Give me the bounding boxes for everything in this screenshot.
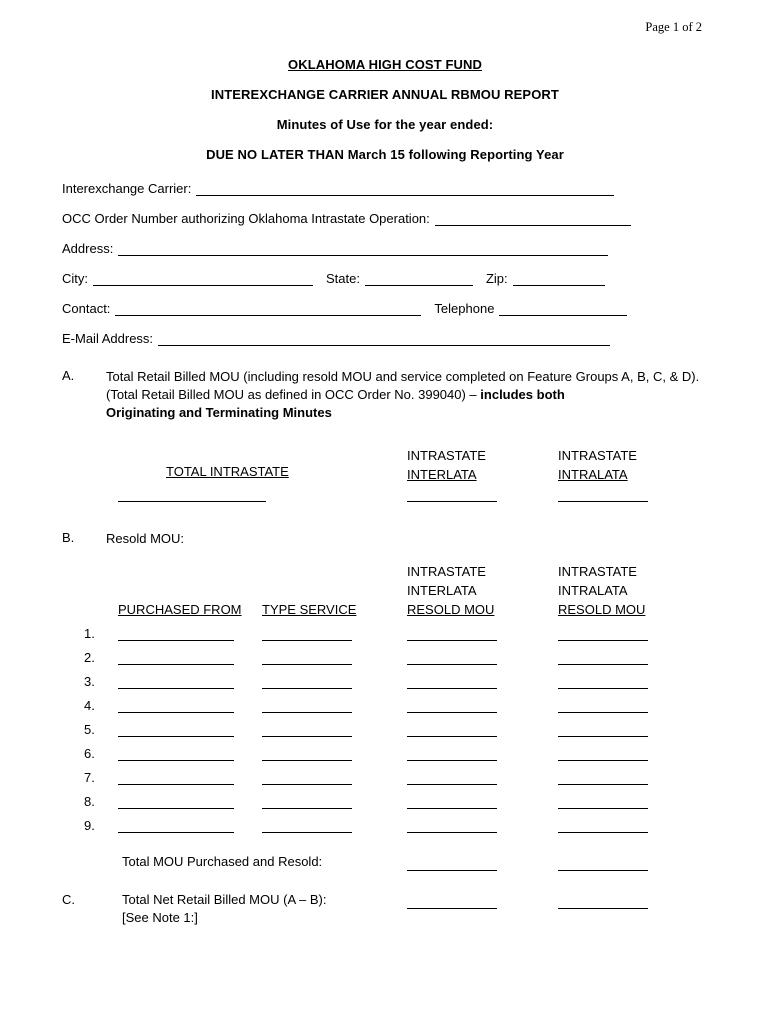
row-purchased-from-input[interactable]: [118, 688, 234, 689]
row-purchased-from-input[interactable]: [118, 808, 234, 809]
table-row: [62, 696, 708, 720]
col-header-interlata-line1: INTRASTATE: [407, 448, 486, 463]
section-a-text-bold2: Originating and Terminating Minutes: [106, 405, 332, 420]
interlata-resold-line2: INTERLATA: [407, 583, 477, 598]
row-intralata-input[interactable]: [558, 640, 648, 641]
row-purchased-from-input[interactable]: [118, 640, 234, 641]
row-intralata-input[interactable]: [558, 784, 648, 785]
row-interlata-input[interactable]: [407, 712, 497, 713]
document-titles: [62, 57, 708, 162]
section-b-letter: B.: [62, 530, 75, 545]
table-row: [62, 768, 708, 792]
intralata-resold-line2: INTRALATA: [558, 583, 628, 598]
col-header-intralata-line1: INTRASTATE: [558, 448, 637, 463]
contact-input[interactable]: [115, 302, 421, 316]
occ-order-label: OCC Order Number authorizing Oklahoma Intrastate Operation:: [62, 211, 430, 226]
row-purchased-from-input[interactable]: [118, 832, 234, 833]
total-interlata-input[interactable]: [407, 870, 497, 871]
table-row: [62, 624, 708, 648]
title-line-2: INTEREXCHANGE CARRIER ANNUAL RBMOU REPORT: [211, 87, 559, 102]
field-row-occ-order: [62, 212, 708, 226]
row-interlata-input[interactable]: [407, 808, 497, 809]
state-input[interactable]: [365, 272, 473, 286]
col-header-intrastate-interlata: [407, 446, 486, 484]
row-interlata-input[interactable]: [407, 784, 497, 785]
section-a-answer-row: [62, 492, 708, 518]
section-a-letter: A.: [62, 368, 75, 383]
section-c-interlata-input[interactable]: [407, 908, 497, 909]
row-purchased-from-input[interactable]: [118, 784, 234, 785]
table-row: [62, 648, 708, 672]
interlata-resold-line1: INTRASTATE: [407, 564, 486, 579]
section-c: [62, 892, 708, 938]
carrier-input[interactable]: [196, 182, 614, 196]
row-type-service-input[interactable]: [262, 712, 352, 713]
section-c-letter: C.: [62, 892, 75, 907]
row-type-service-input[interactable]: [262, 784, 352, 785]
row-intralata-input[interactable]: [558, 808, 648, 809]
occ-order-input[interactable]: [435, 212, 631, 226]
city-label: City:: [62, 271, 88, 286]
section-b-total-row: [62, 854, 708, 884]
section-b-rows: [62, 624, 708, 840]
row-interlata-input[interactable]: [407, 640, 497, 641]
email-label: E-Mail Address:: [62, 331, 154, 346]
intralata-resold-line1: INTRASTATE: [558, 564, 637, 579]
row-type-service-input[interactable]: [262, 760, 352, 761]
row-purchased-from-input[interactable]: [118, 712, 234, 713]
row-type-service-input[interactable]: [262, 808, 352, 809]
row-number: 1.: [84, 626, 95, 641]
row-number: 6.: [84, 746, 95, 761]
field-row-email: [62, 332, 708, 346]
carrier-label: Interexchange Carrier:: [62, 181, 192, 196]
section-a-text-part1: Total Retail Billed MOU (including resold MOU and service completed on Feature Groups A, B, C, & D). (Total Retail Billed MOU as defined in OCC Order No. 399040) –: [106, 369, 700, 402]
table-row: [62, 792, 708, 816]
row-number: 7.: [84, 770, 95, 785]
interlata-resold-line3: RESOLD MOU: [407, 602, 495, 617]
row-purchased-from-input[interactable]: [118, 664, 234, 665]
row-interlata-input[interactable]: [407, 832, 497, 833]
contact-label: Contact:: [62, 301, 111, 316]
section-c-line1: Total Net Retail Billed MOU (A – B):: [122, 892, 327, 907]
title-line-1: OKLAHOMA HIGH COST FUND: [288, 57, 482, 72]
row-interlata-input[interactable]: [407, 664, 497, 665]
total-intralata-input[interactable]: [558, 870, 648, 871]
row-intralata-input[interactable]: [558, 736, 648, 737]
zip-label: Zip:: [485, 271, 508, 286]
section-a-text: [106, 368, 708, 422]
telephone-input[interactable]: [499, 302, 627, 316]
row-number: 8.: [84, 794, 95, 809]
city-input[interactable]: [93, 272, 313, 286]
email-input[interactable]: [158, 332, 610, 346]
col-header-interlata-resold: [407, 562, 494, 619]
title-line-4: DUE NO LATER THAN March 15 following Reporting Year: [206, 147, 564, 162]
table-row: [62, 672, 708, 696]
col-header-intralata-resold: [558, 562, 645, 619]
col-header-intrastate-intralata: [558, 446, 637, 484]
row-interlata-input[interactable]: [407, 760, 497, 761]
intralata-resold-line3: RESOLD MOU: [558, 602, 646, 617]
row-intralata-input[interactable]: [558, 832, 648, 833]
col-header-total-intrastate: TOTAL INTRASTATE: [166, 464, 289, 479]
row-type-service-input[interactable]: [262, 832, 352, 833]
row-number: 4.: [84, 698, 95, 713]
row-intralata-input[interactable]: [558, 760, 648, 761]
section-c-line2: [See Note 1:]: [122, 910, 198, 925]
row-number: 2.: [84, 650, 95, 665]
field-row-address: [62, 242, 708, 256]
address-label: Address:: [62, 241, 114, 256]
row-interlata-input[interactable]: [407, 688, 497, 689]
section-b-table-headers: [62, 562, 708, 622]
zip-input[interactable]: [513, 272, 605, 286]
telephone-label: Telephone: [434, 301, 495, 316]
row-intralata-input[interactable]: [558, 688, 648, 689]
row-type-service-input[interactable]: [262, 664, 352, 665]
col-header-purchased-from: PURCHASED FROM: [118, 602, 242, 617]
row-purchased-from-input[interactable]: [118, 736, 234, 737]
section-a: [62, 368, 708, 518]
section-b-title: Resold MOU:: [106, 531, 185, 546]
col-header-type-service: TYPE SERVICE: [262, 602, 357, 617]
table-row: [62, 816, 708, 840]
page-number: Page 1 of 2: [645, 20, 702, 34]
field-row-carrier: [62, 182, 708, 196]
col-header-interlata-line2: INTERLATA: [407, 467, 477, 482]
row-number: 3.: [84, 674, 95, 689]
table-row: [62, 744, 708, 768]
row-number: 5.: [84, 722, 95, 737]
field-row-contact-telephone: [62, 302, 708, 316]
row-type-service-input[interactable]: [262, 688, 352, 689]
section-a-column-headers: [62, 446, 708, 492]
state-label: State:: [326, 271, 360, 286]
total-mou-label: Total MOU Purchased and Resold:: [122, 854, 323, 869]
section-a-total-intrastate-input[interactable]: [118, 500, 266, 502]
row-intralata-input[interactable]: [558, 664, 648, 665]
title-line-3: Minutes of Use for the year ended:: [276, 117, 494, 132]
section-a-text-bold1: includes both: [480, 387, 565, 402]
section-a-interlata-input[interactable]: [407, 500, 497, 502]
row-intralata-input[interactable]: [558, 712, 648, 713]
field-row-city-state-zip: [62, 272, 708, 286]
row-interlata-input[interactable]: [407, 736, 497, 737]
row-type-service-input[interactable]: [262, 640, 352, 641]
carrier-info-fields: [62, 182, 708, 346]
row-type-service-input[interactable]: [262, 736, 352, 737]
address-input[interactable]: [118, 242, 608, 256]
col-header-intralata-line2: INTRALATA: [558, 467, 628, 482]
section-b: [62, 530, 708, 884]
row-purchased-from-input[interactable]: [118, 760, 234, 761]
section-a-intralata-input[interactable]: [558, 500, 648, 502]
table-row: [62, 720, 708, 744]
section-c-intralata-input[interactable]: [558, 908, 648, 909]
row-number: 9.: [84, 818, 95, 833]
